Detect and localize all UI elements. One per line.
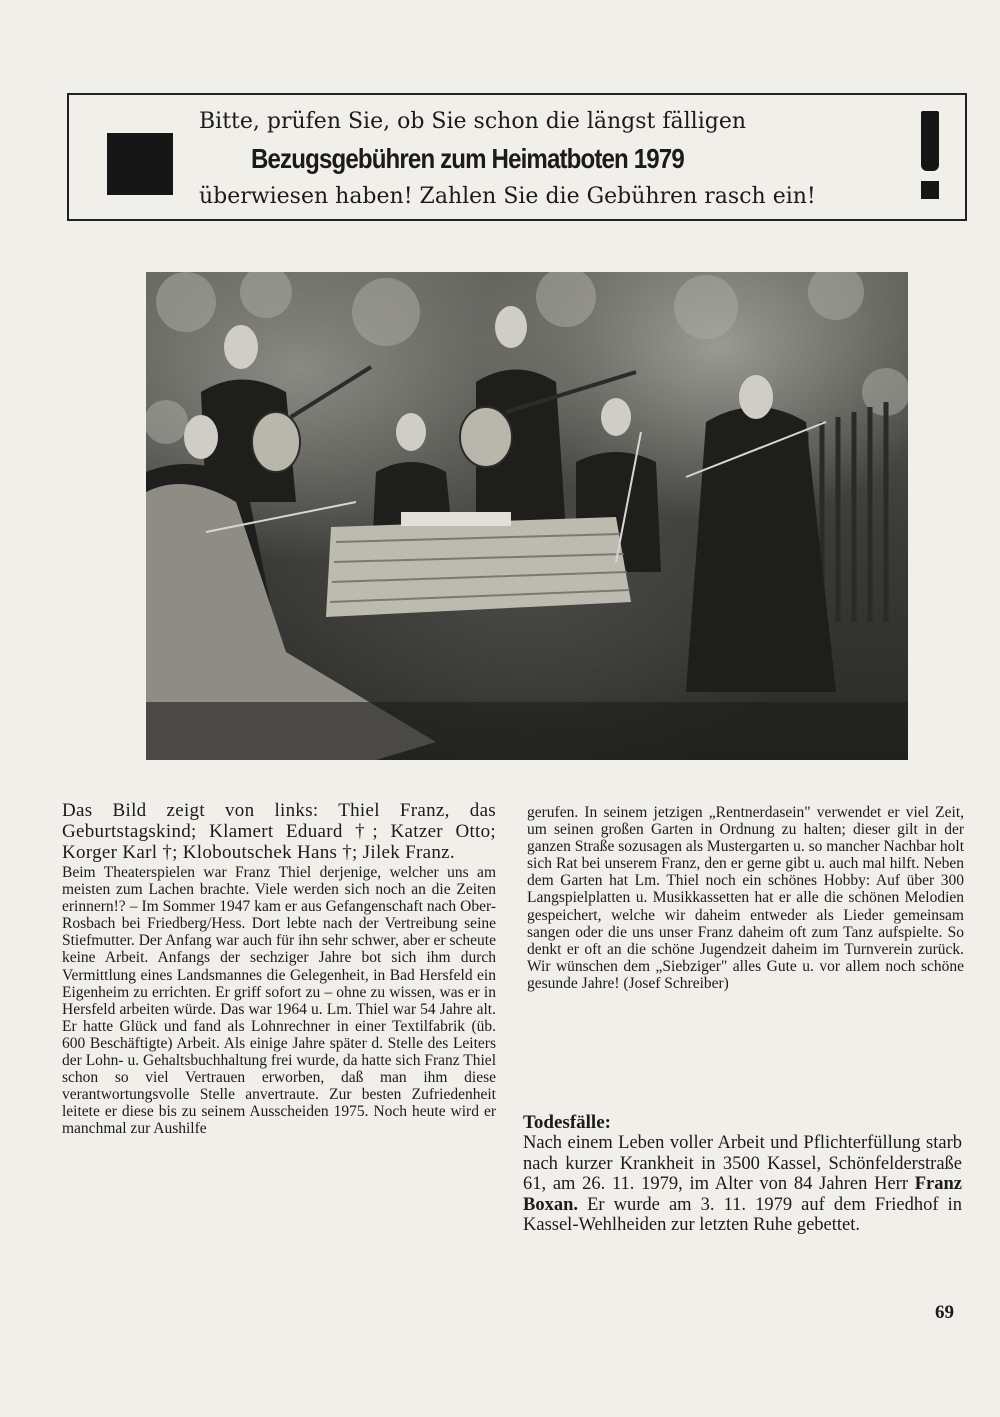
exclamation-mark-icon bbox=[921, 111, 939, 203]
reminder-line-3: überwiesen haben! Zahlen Sie die Gebühren rasch ein! bbox=[199, 184, 816, 209]
article-body-left: Beim Theaterspielen war Franz Thiel derjenige, welcher uns am meisten zum Lachen brachte. Viele werden sich noch an die Zeiten erinnern!? – Im Sommer 1947 kam er aus Gefangenschaft nach Ober-Rosbach bei Friedberg/Hess. Dort lebte nach der Vertreibung seine Stiefmutter. Der Anfang war auch für ihn sehr schwer, aber er scheute keine Arbeit. Anfangs der sechziger Jahre bot sich ihm durch Vermittlung eines Landsmannes die Gelegenheit, in Bad Hersfeld ein Eigenheim zu errichten. Er griff sofort zu – ohne zu wissen, was er in Hersfeld arbeiten würde. Das war 1964 u. Lm. Thiel war 54 Jahre alt. Er hatte Glück und fand als Lohnrechner in einer Textilfabrik (üb. 600 Beschäftigte) Arbeit. Als einige Jahre später d. Stelle des Leiters der Lohn- u. Gehaltsbuchhaltung frei wurde, da hatte sich Franz Thiel schon so viel Vertrauen erworben, daß man ihm diese verantwortungsvolle Stelle anvertraute. Zur besten Zufriedenheit leitete er diese bis zu seinem Ausscheiden 1975. Noch heute wird er manchmal zur Aushilfe bbox=[62, 864, 496, 1138]
page-number: 69 bbox=[935, 1302, 954, 1323]
reminder-headline: Bezugsgebühren zum Heimatboten 1979 bbox=[251, 143, 684, 174]
black-square-marker bbox=[107, 133, 173, 195]
photo-illustration bbox=[146, 272, 908, 760]
obituary-text-before: Nach einem Leben voller Arbeit und Pflichterfüllung starb nach kurzer Krankheit in 3500 Kassel, Schönfelderstraße 61, am 26. 11. 1979, im Alter von 84 Jahren Herr bbox=[523, 1133, 962, 1194]
article-right-column bbox=[527, 804, 964, 992]
article-body-right: gerufen. In seinem jetzigen „Rentnerdasein" verwendet er viel Zeit, um seinen großen Garten in Ordnung zu halten; dieser gilt in der ganzen Straße sozusagen als Mustergarten u. so mancher Nachbar holt sich Rat bei unserem Franz, den er gerne gibt u. auch mal hilft. Neben dem Garten hat Lm. Thiel noch ein schönes Hobby: Auf über 300 Langspielplatten u. Musikkassetten hat er alle die schönen Melodien gespeichert, welche wir daheim entweder als Lieder gemeinsam sangen oder die uns unser Franz daheim oft zum Tanz aufspielte. So denkt er oft an die schöne Jugendzeit daheim im Turnverein zurück. Wir wünschen dem „Siebziger" alles Gute u. vor allem noch schöne gesunde Jahre! (Josef Schreiber) bbox=[527, 804, 965, 992]
reminder-line-1: Bitte, prüfen Sie, ob Sie schon die längst fälligen bbox=[199, 109, 747, 134]
photo-caption: Das Bild zeigt von links: Thiel Franz, das Geburtstagskind; Klamert Eduard †; Katzer Otto; Korger Karl †; Kloboutschek Hans †; Jilek Franz. bbox=[62, 800, 496, 863]
group-photo bbox=[146, 272, 908, 760]
obituary-name: Franz Boxan. bbox=[523, 1174, 962, 1215]
article-left-column bbox=[62, 800, 496, 1138]
payment-reminder-box bbox=[67, 93, 967, 221]
obituary-text bbox=[523, 1133, 962, 1236]
obituary-heading: Todesfälle: bbox=[523, 1112, 611, 1133]
obituary-text-after: Er wurde am 3. 11. 1979 auf dem Friedhof in Kassel-Wehlheiden zur letzten Ruhe gebettet. bbox=[523, 1194, 962, 1235]
